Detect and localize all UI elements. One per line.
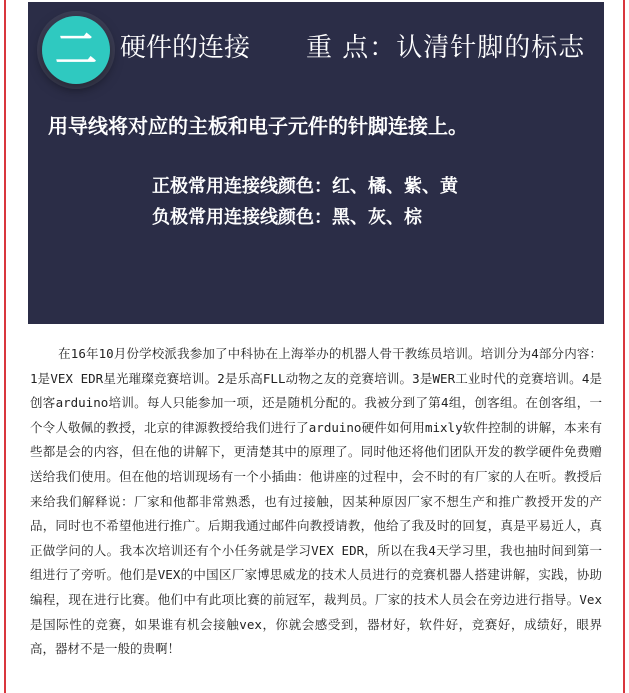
slide-focus-point: 重 点：认清针脚的标志 [306, 33, 586, 63]
negative-wire-colors: 负极常用连接线颜色：黑、灰、棕 [152, 207, 422, 228]
positive-wire-colors: 正极常用连接线颜色：红、橘、紫、黄 [152, 176, 458, 197]
article-text: 在16年10月份学校派我参加了中科协在上海举办的机器人骨干教练员培训。培训分为4部分内容：1是VEX EDR星光璀璨竞赛培训。2是乐高FLL动物之友的竞赛培训。3是WER工业时代的竞赛培训。4是创客arduino培训。每人只能参加一项，还是随机分配的。我被分到了第4组，创客组。在创客组，一个令人敬佩的教授，北京的律源教授给我们进行了arduino硬件如何用mixly软件控制的讲解，本来有些都是会的内容，但在他的讲解下，更清楚其中的原理了。同时他还将他们团队开发的教学硬件免费赠送给我们使用。但在他的培训现场有一个小插曲：他讲座的过程中，会不时的有厂家的人在听。教授后来给我们解释说：厂家和他都非常熟悉，也有过接触，因某种原因厂家不想生产和推广教授开发的产品，同时也不希望他进行推广。后期我通过邮件向教授请教，他给了我及时的回复，真是平易近人，真正做学问的人。我本次培训还有个小任务就是学习VEX EDR，所以在我4天学习里，我也抽时间到第一组进行了旁听。他们是VEX的中国区厂家博思威龙的技术人员进行的竞赛机器人搭建讲解，实践，协助编程，现在进行比赛。他们中有此项比赛的前冠军，裁判员。厂家的技术人员会在旁边进行指导。Vex是国际性的竞赛，如果谁有机会接触vex，你就会感受到，器材好，软件好，竞赛好，成绩好，眼界高，器材不是一般的贵啊！ [30, 346, 602, 657]
section-number: 二 [54, 25, 97, 74]
slide-image [28, 2, 604, 324]
slide-title: 硬件的连接 [120, 33, 251, 63]
section-number-badge [42, 16, 110, 84]
article-paragraph [30, 342, 602, 662]
slide-subtitle: 用导线将对应的主板和电子元件的针脚连接上。 [48, 114, 468, 138]
